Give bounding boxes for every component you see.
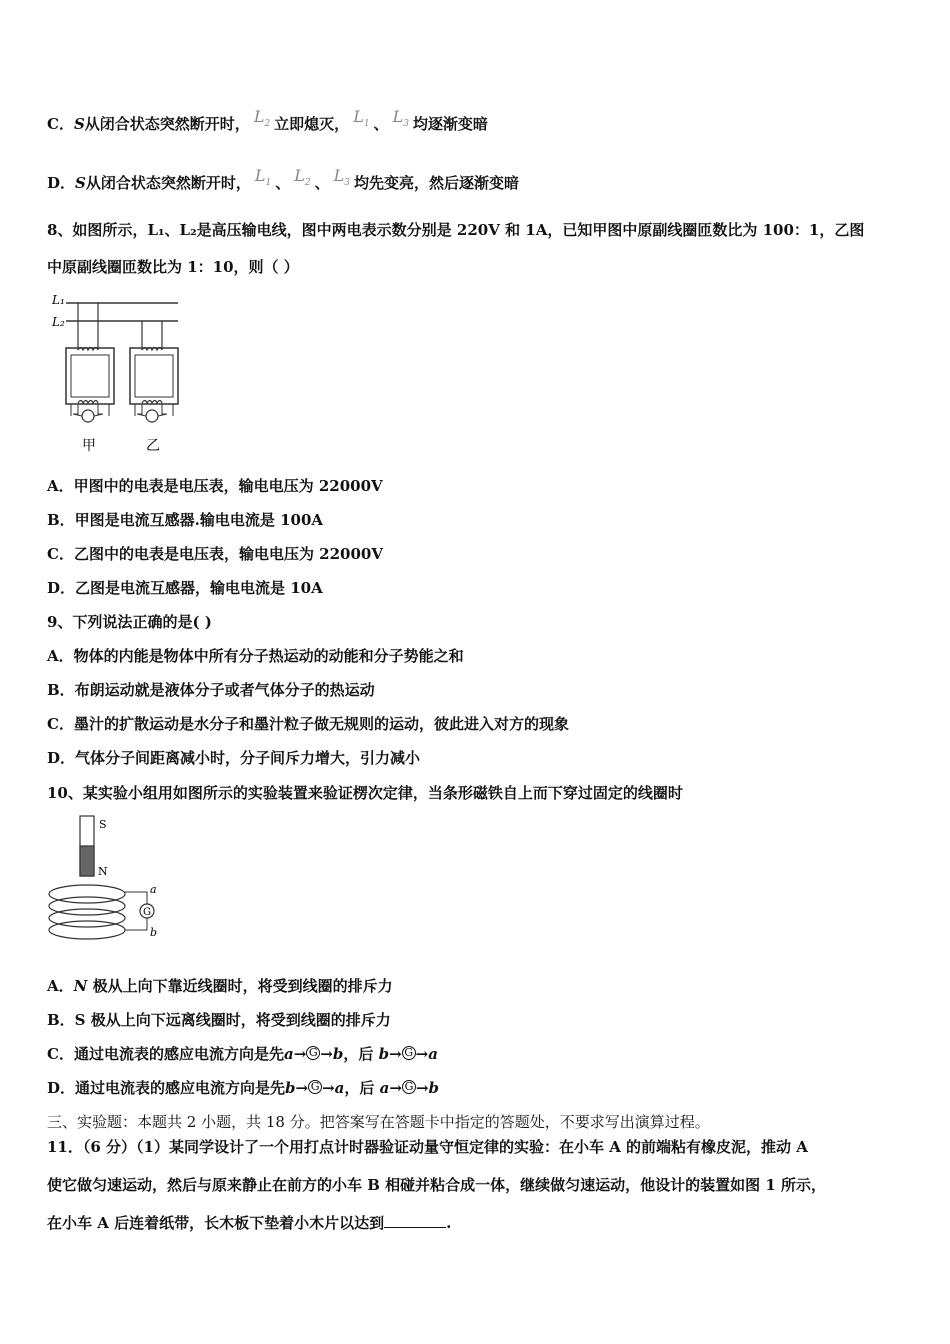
q11-line1: 11．（6 分）（1）某同学设计了一个用打点计时器验证动量守恒定律的实验：在小车 A 的前端粘有橡皮泥，推动 A (47, 1138, 808, 1156)
fig-l1-label: L₁ (52, 293, 65, 307)
q11-line3: 在小车 A 后连着纸带，长木板下垫着小木片以达到 . (47, 1214, 452, 1232)
fig-n-label: N (98, 865, 108, 878)
section-3-heading: 三、实验题：本题共 2 小题，共 18 分。把答案写在答题卡中指定的答题处，不要求写出演算过程。 (47, 1113, 710, 1131)
q8-option-a: A．甲图中的电表是电压表，输电电压为 22000V (47, 477, 383, 495)
l1-symbol: $L_1$ (254, 166, 272, 189)
q9-option-b: B．布朗运动就是液体分子或者气体分子的热运动 (47, 681, 375, 699)
fig-b-label: b (150, 926, 158, 939)
q7-option-d: D．S从闭合状态突然断开时， $L_1$ 、 $L_2$ 、 $L_3$ 均先变亮，然后逐渐变暗 (47, 166, 519, 192)
q10-option-a: A．N 极从上向下靠近线圈时，将受到线圈的排斥力 (47, 977, 393, 995)
q9-option-c: C．墨汁的扩散运动是水分子和墨汁粒子做无规则的运动，彼此进入对方的现象 (47, 715, 569, 733)
q8-option-b: B．甲图是电流互感器.输电电流是 100A (47, 511, 324, 529)
magnet-coil-figure (44, 812, 174, 947)
q9-stem: 9、下列说法正确的是( ) (47, 613, 212, 631)
galvanometer-symbol: G (402, 1046, 416, 1060)
q9-option-d: D．气体分子间距离减小时，分子间斥力增大，引力减小 (47, 749, 421, 767)
answer-blank[interactable] (384, 1213, 446, 1228)
q10-option-d: D．通过电流表的感应电流方向是先b→ G →a，后 a→ G →b (47, 1079, 440, 1097)
fig-yi-label: 乙 (146, 438, 160, 454)
l3-symbol: $L_3$ (333, 166, 350, 189)
fig-s-label: S (99, 818, 107, 831)
q11-line2: 使它做匀速运动，然后与原来静止在前方的小车 B 相碰并粘合成一体，继续做匀速运动，他设计的装置如图 1 所示， (47, 1176, 827, 1194)
q7-option-c: C．S从闭合状态突然断开时， $L_2$ 立即熄灭， $L_1$ 、 $L_3$ 均逐渐变暗 (47, 107, 488, 133)
q8-stem-line1: 8、如图所示，L₁、L₂是高压输电线，图中两电表示数分别是 220V 和 1A，已知甲图中原副线圈匝数比为 100：1，乙图 (47, 221, 865, 239)
galvanometer-symbol: G (306, 1046, 320, 1060)
q10-option-c: C．通过电流表的感应电流方向是先a→ G →b，后 b→ G →a (47, 1045, 438, 1063)
l1-symbol: $L_1$ (353, 107, 370, 130)
q8-option-c: C．乙图中的电表是电压表，输电电压为 22000V (47, 545, 383, 563)
l3-symbol: $L_3$ (392, 107, 409, 130)
q9-option-a: A．物体的内能是物体中所有分子热运动的动能和分子势能之和 (47, 647, 464, 665)
fig-a-label: a (150, 883, 157, 896)
fig-g-label: G (143, 907, 151, 918)
transformer-figure (46, 288, 186, 458)
q10-stem: 10、某实验小组用如图所示的实验装置来验证楞次定律，当条形磁铁自上而下穿过固定的线圈时 (47, 784, 683, 802)
fig-jia-label: 甲 (82, 438, 96, 454)
q10-option-b: B．S 极从上向下远离线圈时，将受到线圈的排斥力 (47, 1011, 391, 1029)
galvanometer-symbol: G (402, 1080, 416, 1094)
q8-option-d: D．乙图是电流互感器，输电电流是 10A (47, 579, 323, 597)
fig-l2-label: L₂ (52, 315, 65, 329)
l2-symbol: $L_2$ (294, 166, 311, 189)
q8-stem-line2: 中原副线圈匝数比为 1：10，则（ ） (47, 258, 299, 276)
l2-symbol: $L_2$ (253, 107, 271, 130)
galvanometer-symbol: G (308, 1080, 322, 1094)
